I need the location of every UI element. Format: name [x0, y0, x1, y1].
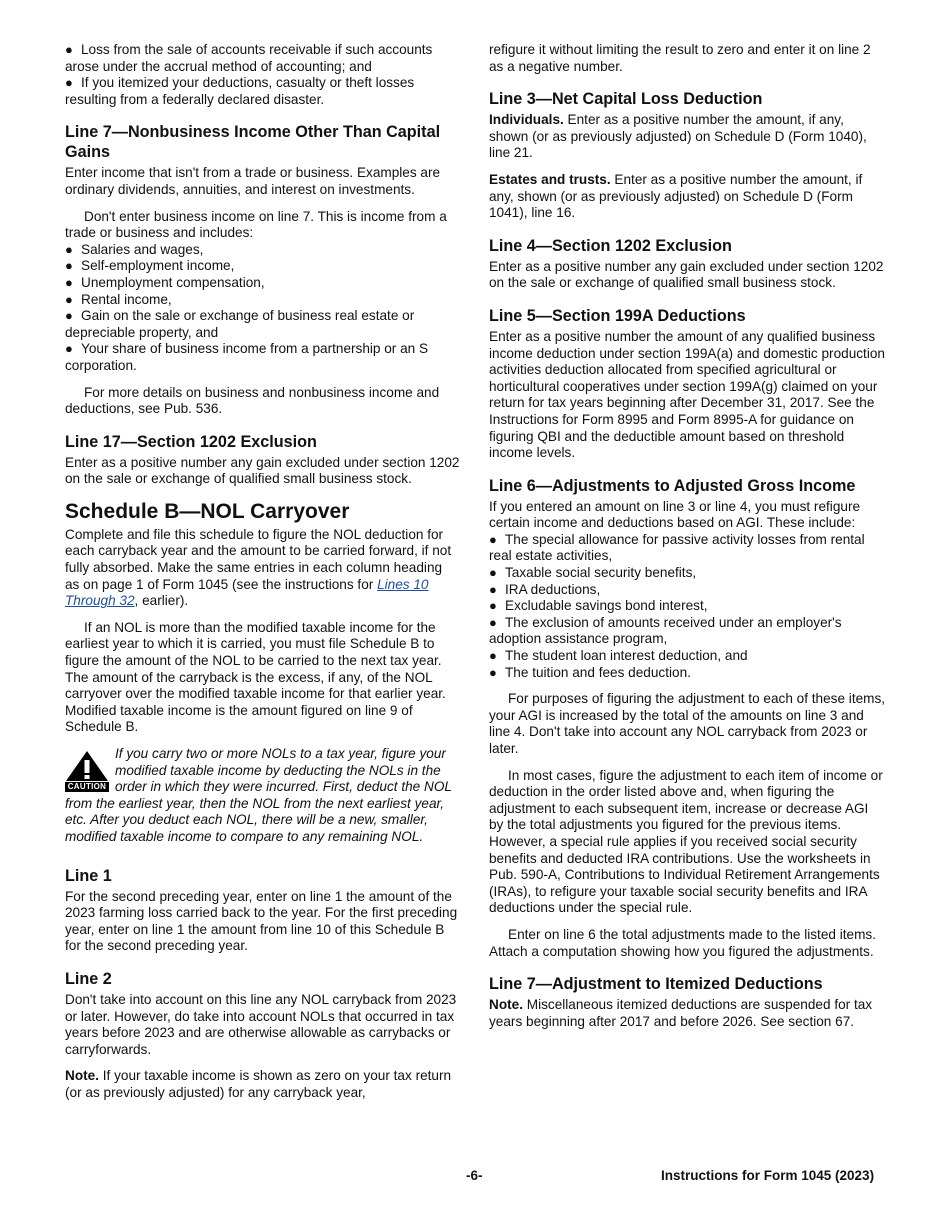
list-item: ● Unemployment compensation, [65, 274, 265, 290]
bullet-icon: ● [489, 664, 497, 680]
note-paragraph: Note. If your taxable income is shown as zero on your tax return (or as previously adjusted) for any carryback year, [65, 1068, 452, 1100]
line7-heading: Line 7—Nonbusiness Income Other Than Capital Gains [65, 123, 441, 162]
bullet-icon: ● [65, 308, 73, 324]
line2-heading: Line 2 [65, 969, 112, 988]
list-item: ● Rental income, [65, 291, 172, 307]
list-item: ● Loss from the sale of accounts receivable if such accounts arose under the accrual method of accounting; and [65, 42, 433, 74]
line4-heading: Line 4—Section 1202 Exclusion [489, 236, 732, 255]
lines-10-32-link[interactable]: Lines 10 Through 32 [65, 576, 429, 609]
line6-heading: Line 6—Adjustments to Adjusted Gross Income [489, 476, 856, 495]
bullet-icon: ● [65, 274, 73, 290]
list-item: ● Excludable savings bond interest, [489, 598, 708, 614]
page-number: -6- [466, 1168, 483, 1183]
individuals-paragraph: Individuals. Enter as a positive number the amount, if any, shown (or as previously adjusted) on Schedule D (Form 1040), line 21. [489, 112, 867, 161]
line7-itemized-heading: Line 7—Adjustment to Itemized Deductions [489, 975, 823, 994]
list-item: ● The tuition and fees deduction. [489, 664, 691, 680]
paragraph: Enter on line 6 the total adjustments made to the listed items. Attach a computation showing how you figured the adjustments. [489, 926, 876, 959]
document-title-footer: Instructions for Form 1045 (2023) [661, 1168, 875, 1183]
line5-heading: Line 5—Section 199A Deductions [489, 306, 746, 325]
schedule-b-heading: Schedule B—NOL Carryover [65, 499, 350, 523]
paragraph: In most cases, figure the adjustment to each item of income or deduction in the order listed above and, when figuring the adjustment to each subsequent item, increase or decrease AGI by the total adjustments you figured for the previous items. However, a special rule applies if you received social security benefits and deducted IRA contributions. Use the worksheets in Pub. 590-A, Contributions to Individual Retirement Arrangements (IRAs), to refigure your taxable social security benefits and IRA deductions under the special rule. [489, 767, 883, 916]
bullet-icon: ● [489, 531, 497, 547]
bullet-icon: ● [65, 75, 73, 91]
bullet-icon: ● [65, 291, 73, 307]
paragraph: Don't enter business income on line 7. This is income from a trade or business and includes: [65, 208, 447, 241]
bullet-icon: ● [489, 581, 497, 597]
agi-items-list [489, 532, 886, 681]
list-item: ● The exclusion of amounts received under an employer's adoption assistance program, [489, 614, 842, 647]
paragraph: For the second preceding year, enter on line 1 the amount of the 2023 farming loss carried back to the year. For the first preceding year, enter on line 1 the amount from line 10 of this Schedule B for the second preceding year. [65, 888, 458, 954]
paragraph: Enter income that isn't from a trade or business. Examples are ordinary dividends, annuities, and interest on investments. [65, 165, 441, 197]
bullet-icon: ● [65, 42, 73, 57]
left-column [65, 42, 460, 1102]
line17-heading: Line 17—Section 1202 Exclusion [65, 432, 317, 451]
list-item: ● Your share of business income from a partnership or an S corporation. [65, 341, 429, 373]
caution-note [65, 746, 460, 846]
top-bullet-list [65, 42, 460, 108]
caution-icon [65, 750, 109, 790]
list-item: ● Self-employment income, [65, 258, 235, 274]
paragraph: If you entered an amount on line 3 or line 4, you must refigure certain income and deductions based on AGI. These include: [489, 498, 861, 531]
list-item: ● The special allowance for passive activity losses from rental real estate activities, [489, 531, 865, 564]
paragraph: Enter as a positive number the amount of any qualified business income deduction under section 199A(a) and domestic production activities deduction allocated from specified agricultural or horticultural cooperatives under section 199A(g) claimed on your return for tax years beginning after December 31, 2017. See the Instructions for Form 8995 and Form 8995-A for guidance on figuring QBI and the deductible amount based on threshold income levels. [489, 328, 885, 461]
business-income-list [65, 242, 460, 375]
paragraph: Enter as a positive number any gain excluded under section 1202 on the sale or exchange of qualified small business stock. [489, 258, 884, 291]
paragraph: refigure it without limiting the result to zero and enter it on line 2 as a negative number. [489, 42, 871, 74]
bullet-icon: ● [65, 258, 73, 274]
paragraph: Enter as a positive number any gain excluded under section 1202 on the sale or exchange of qualified small business stock. [65, 454, 460, 487]
paragraph: For purposes of figuring the adjustment to each of these items, your AGI is increased by the total of the amounts on line 3 and line 4. Don't take into account any NOL carryback from 2023 or later. [489, 691, 886, 756]
bullet-icon: ● [489, 614, 497, 630]
list-item: ● Salaries and wages, [65, 241, 204, 257]
bullet-icon: ● [489, 648, 497, 664]
list-item: ● If you itemized your deductions, casualty or theft losses resulting from a federally declared disaster. [65, 75, 415, 107]
caution-text: If you carry two or more NOLs to a tax year, figure your modified taxable income by deducting the NOLs in the order in which they were incurred. First, deduct the NOL from the earliest year, then the NOL from the next earliest year, etc. After you deduct each NOL, there will be a new, smaller, modified taxable income to compare to any remaining NOL. [65, 746, 452, 844]
right-column [489, 42, 886, 1030]
estates-paragraph: Estates and trusts. Enter as a positive number the amount, if any, shown (or as previously adjusted) on Schedule D (Form 1041), line 16. [489, 171, 863, 221]
bullet-icon: ● [489, 565, 497, 581]
caution-label: CAUTION [65, 782, 109, 792]
note-paragraph: Note. Miscellaneous itemized deductions are suspended for tax years beginning after 2017 and before 2026. See section 67. [489, 997, 873, 1029]
bullet-icon: ● [489, 598, 497, 614]
list-item: ● IRA deductions, [489, 581, 601, 597]
paragraph: Don't take into account on this line any NOL carryback from 2023 or later. However, do take into account NOLs that occurred in tax years before 2023 and are otherwise allowable as carrybacks or carryforwards. [65, 991, 457, 1057]
list-item: ● Taxable social security benefits, [489, 565, 697, 581]
bullet-icon: ● [65, 241, 73, 257]
list-item: ● Gain on the sale or exchange of business real estate or depreciable property, and [65, 308, 415, 340]
line1-heading: Line 1 [65, 866, 112, 885]
paragraph: If an NOL is more than the modified taxable income for the earliest year to which it is carried, you must file Schedule B to figure the amount of the NOL to be carried to the next tax year. The amount of the carryback is the excess, if any, of the NOL carryover over the modified taxable income for that earlier year. Modified taxable income is the amount figured on line 9 of Schedule B. [65, 619, 446, 735]
list-item: ● The student loan interest deduction, and [489, 648, 748, 664]
bullet-icon: ● [65, 341, 73, 357]
line3-heading: Line 3—Net Capital Loss Deduction [489, 90, 763, 109]
paragraph: For more details on business and nonbusiness income and deductions, see Pub. 536. [65, 384, 440, 417]
paragraph: Complete and file this schedule to figure the NOL deduction for each carryback year and the amount to be carried forward, if not fully absorbed. Make the same entries in each column heading as on page 1 of Form 1045 (see the instructions for Lines 10 Through 32, earlier). [65, 526, 452, 609]
